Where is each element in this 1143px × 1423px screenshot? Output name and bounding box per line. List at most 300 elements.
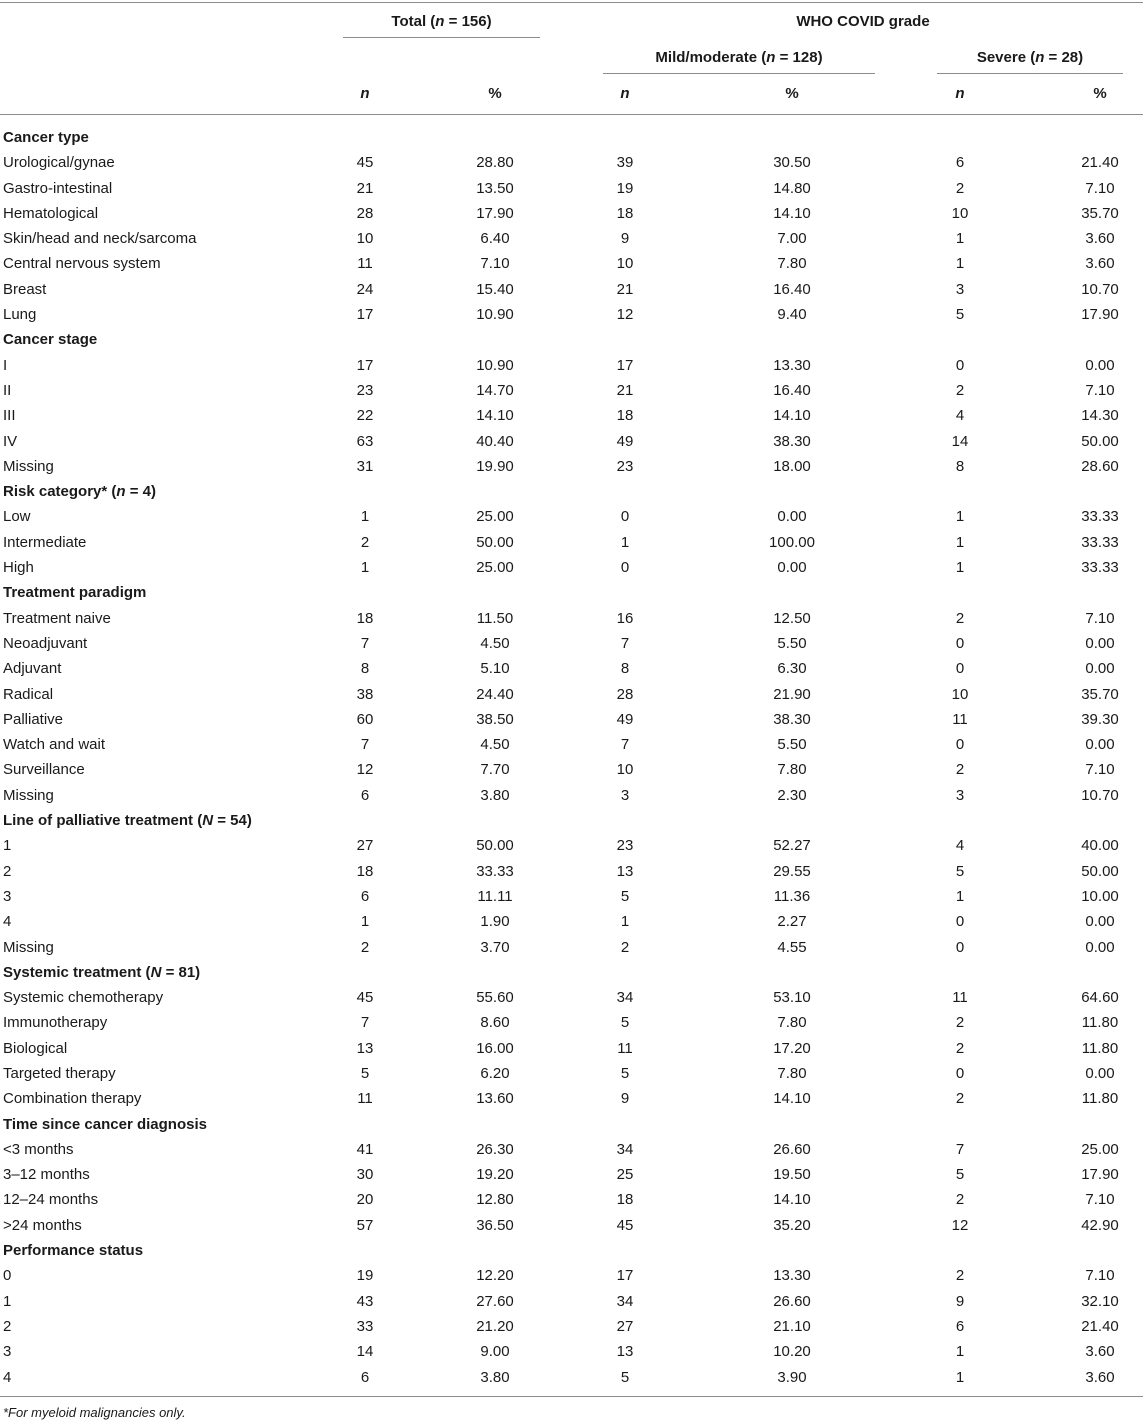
table-row	[0, 176, 1143, 201]
cell-total-pct: 50.00	[476, 837, 514, 855]
cell-severe-pct: 7.10	[1085, 1191, 1115, 1209]
cell-severe-pct: 33.33	[1081, 559, 1119, 577]
cell-mild-pct: 2.27	[777, 913, 807, 931]
row-label: 12–24 months	[3, 1191, 99, 1209]
row-label: Missing	[3, 786, 54, 804]
cell-total-pct: 14.70	[476, 381, 514, 399]
cell-mild-pct: 11.36	[773, 887, 811, 905]
table-row	[0, 656, 1143, 681]
cell-total-pct: 24.40	[476, 685, 514, 703]
row-label: Gastro-intestinal	[3, 179, 113, 197]
cell-mild-n: 10	[616, 255, 634, 273]
cell-severe-pct: 10.70	[1081, 280, 1119, 298]
row-label: Radical	[3, 685, 54, 703]
cell-severe-n: 10	[951, 685, 969, 703]
cell-total-n: 45	[356, 989, 374, 1007]
row-label: 0	[3, 1267, 12, 1285]
cell-severe-n: 1	[955, 887, 965, 905]
row-label: Skin/head and neck/sarcoma	[3, 230, 197, 248]
row-label: Breast	[3, 280, 47, 298]
cell-severe-n: 6	[955, 154, 965, 172]
cell-mild-n: 0	[620, 508, 630, 526]
row-label: Combination therapy	[3, 1090, 142, 1108]
cell-mild-n: 18	[616, 204, 634, 222]
cell-total-n: 22	[356, 407, 374, 425]
cell-severe-n: 8	[955, 457, 965, 475]
cell-total-n: 33	[356, 1317, 374, 1335]
cell-total-n: 19	[356, 1267, 374, 1285]
table-row	[0, 251, 1143, 276]
table-row	[0, 732, 1143, 757]
row-label: Palliative	[3, 710, 64, 728]
cell-mild-n: 12	[616, 306, 634, 324]
cell-total-pct: 14.10	[476, 407, 514, 425]
cell-severe-n: 1	[955, 255, 965, 273]
row-label: 3–12 months	[3, 1166, 90, 1184]
header-severe-n: n	[1035, 49, 1045, 66]
cell-severe-n: 2	[955, 381, 965, 399]
cell-severe-n: 1	[955, 559, 965, 577]
cell-mild-pct: 12.50	[773, 609, 811, 627]
cell-total-n: 18	[356, 609, 374, 627]
cell-severe-n: 5	[955, 306, 965, 324]
cell-mild-pct: 35.20	[773, 1216, 811, 1234]
cell-mild-pct: 21.90	[773, 685, 811, 703]
row-label: 2	[3, 862, 12, 880]
cell-severe-n: 3	[955, 280, 965, 298]
cell-total-pct: 25.00	[476, 559, 514, 577]
section-label	[3, 479, 156, 504]
cell-mild-pct: 16.40	[773, 381, 811, 399]
cell-total-n: 18	[356, 862, 374, 880]
cell-severe-n: 1	[955, 1368, 965, 1386]
cell-total-n: 31	[356, 457, 374, 475]
cell-severe-pct: 25.00	[1081, 1140, 1119, 1158]
section-label	[3, 125, 89, 150]
table-row	[0, 429, 1143, 454]
cell-total-pct: 36.50	[476, 1216, 514, 1234]
row-label: II	[3, 381, 12, 399]
cell-severe-n: 2	[955, 609, 965, 627]
cell-total-n: 41	[356, 1140, 374, 1158]
section-label-suffix: = 81)	[161, 963, 201, 981]
cell-mild-pct: 7.80	[777, 1014, 807, 1032]
cell-mild-n: 17	[616, 356, 634, 374]
cell-mild-pct: 14.10	[773, 1090, 811, 1108]
cell-severe-pct: 0.00	[1085, 913, 1115, 931]
cell-mild-pct: 30.50	[773, 154, 811, 172]
row-label: Watch and wait	[3, 736, 105, 754]
cell-mild-n: 17	[616, 1267, 634, 1285]
cell-mild-n: 16	[616, 609, 634, 627]
section-header-row	[0, 327, 1143, 352]
row-label: <3 months	[3, 1140, 74, 1158]
cell-total-pct: 7.70	[480, 761, 510, 779]
table-row	[0, 859, 1143, 884]
cell-mild-pct: 14.10	[773, 1191, 811, 1209]
cell-total-pct: 9.00	[480, 1343, 510, 1361]
section-label	[3, 960, 200, 985]
cell-total-pct: 6.40	[480, 230, 510, 248]
header-mild	[603, 49, 875, 67]
cell-mild-pct: 14.10	[773, 204, 811, 222]
table-row	[0, 403, 1143, 428]
cell-total-pct: 1.90	[480, 913, 510, 931]
table-row	[0, 1187, 1143, 1212]
cell-severe-n: 2	[955, 1191, 965, 1209]
table-row	[0, 1339, 1143, 1364]
row-label: 2	[3, 1317, 12, 1335]
cell-mild-n: 34	[616, 989, 634, 1007]
section-label	[3, 1238, 143, 1263]
cell-total-n: 8	[360, 660, 370, 678]
col-header-total-n: n	[360, 85, 370, 102]
cell-total-pct: 3.70	[480, 938, 510, 956]
cell-severe-n: 10	[951, 204, 969, 222]
table-row	[0, 530, 1143, 555]
header-bottom-rule	[0, 114, 1143, 115]
cell-mild-pct: 7.80	[777, 1064, 807, 1082]
header-total-label: Total (	[391, 13, 436, 30]
cell-total-pct: 3.80	[480, 786, 510, 804]
cell-mild-pct: 26.60	[773, 1140, 811, 1158]
cell-severe-pct: 10.00	[1081, 887, 1119, 905]
cell-mild-n: 28	[616, 685, 634, 703]
cell-severe-n: 0	[955, 356, 965, 374]
cell-mild-pct: 14.10	[773, 407, 811, 425]
cell-severe-n: 3	[955, 786, 965, 804]
cell-severe-n: 0	[955, 660, 965, 678]
header-mild-label: Mild/moderate (	[655, 49, 767, 66]
cell-mild-pct: 38.30	[773, 710, 811, 728]
table-row	[0, 757, 1143, 782]
cell-total-n: 13	[356, 1039, 374, 1057]
cell-severe-n: 11	[952, 989, 968, 1007]
row-label: Adjuvant	[3, 660, 62, 678]
cell-mild-pct: 53.10	[773, 989, 811, 1007]
cell-mild-n: 21	[616, 280, 634, 298]
cell-severe-pct: 0.00	[1085, 356, 1115, 374]
cell-mild-n: 34	[616, 1140, 634, 1158]
table-row	[0, 277, 1143, 302]
cell-total-n: 5	[360, 1064, 370, 1082]
cell-severe-pct: 7.10	[1085, 179, 1115, 197]
cell-severe-pct: 0.00	[1085, 1064, 1115, 1082]
cell-total-n: 11	[357, 1090, 373, 1108]
table-row	[0, 884, 1143, 909]
cell-mild-n: 0	[620, 559, 630, 577]
cell-severe-pct: 10.70	[1081, 786, 1119, 804]
table-row	[0, 1263, 1143, 1288]
table-row	[0, 353, 1143, 378]
cell-total-pct: 8.60	[480, 1014, 510, 1032]
row-label: Missing	[3, 938, 54, 956]
cell-total-n: 7	[360, 1014, 370, 1032]
cell-severe-pct: 50.00	[1081, 862, 1119, 880]
row-label: Lung	[3, 306, 37, 324]
cell-mild-n: 5	[620, 1368, 630, 1386]
section-label-text: Line of palliative treatment (	[3, 812, 203, 830]
cell-mild-n: 11	[617, 1039, 633, 1057]
row-label: Systemic chemotherapy	[3, 989, 164, 1007]
cell-total-n: 12	[356, 761, 374, 779]
cell-mild-pct: 5.50	[777, 736, 807, 754]
cell-severe-n: 0	[955, 736, 965, 754]
table-row	[0, 631, 1143, 656]
cell-total-n: 63	[356, 432, 374, 450]
cell-severe-pct: 11.80	[1081, 1039, 1119, 1057]
table-row	[0, 1010, 1143, 1035]
cell-total-pct: 40.40	[476, 432, 514, 450]
cell-total-n: 45	[356, 154, 374, 172]
cell-mild-n: 39	[616, 154, 634, 172]
cell-total-n: 17	[356, 306, 374, 324]
table-top-rule	[0, 2, 1143, 3]
header-mild-rule	[603, 73, 875, 74]
cell-severe-pct: 3.60	[1085, 230, 1115, 248]
cell-total-pct: 11.50	[476, 609, 514, 627]
cell-mild-n: 49	[616, 432, 634, 450]
table-row	[0, 783, 1143, 808]
cell-mild-pct: 29.55	[773, 862, 811, 880]
cell-severe-pct: 33.33	[1081, 508, 1119, 526]
cell-total-pct: 13.50	[476, 179, 514, 197]
cell-total-pct: 16.00	[476, 1039, 514, 1057]
cell-total-pct: 27.60	[476, 1292, 514, 1310]
table-row	[0, 454, 1143, 479]
row-label: Surveillance	[3, 761, 85, 779]
cell-severe-pct: 21.40	[1081, 154, 1119, 172]
header-total	[343, 13, 540, 31]
cell-severe-pct: 3.60	[1085, 1343, 1115, 1361]
cell-total-n: 6	[360, 887, 370, 905]
cell-mild-n: 23	[616, 837, 634, 855]
cell-severe-pct: 14.30	[1081, 407, 1119, 425]
cell-mild-n: 13	[616, 1343, 634, 1361]
cell-mild-n: 7	[620, 634, 630, 652]
cell-total-pct: 5.10	[480, 660, 510, 678]
section-label	[3, 580, 146, 605]
cell-severe-n: 7	[955, 1140, 965, 1158]
cell-mild-pct: 5.50	[777, 634, 807, 652]
cell-mild-n: 18	[616, 1191, 634, 1209]
cell-total-n: 23	[356, 381, 374, 399]
cell-mild-n: 5	[620, 1014, 630, 1032]
header-who-grade: WHO COVID grade	[796, 13, 930, 30]
cell-mild-pct: 3.90	[777, 1368, 807, 1386]
cell-total-pct: 7.10	[480, 255, 510, 273]
row-label: IV	[3, 432, 18, 450]
cell-mild-pct: 21.10	[773, 1317, 811, 1335]
cell-severe-n: 0	[955, 938, 965, 956]
cell-total-pct: 12.80	[476, 1191, 514, 1209]
cell-total-pct: 21.20	[476, 1317, 514, 1335]
cell-total-n: 7	[360, 736, 370, 754]
section-header-row	[0, 1112, 1143, 1137]
cell-severe-n: 6	[955, 1317, 965, 1335]
cell-severe-n: 0	[955, 913, 965, 931]
row-label: Intermediate	[3, 533, 87, 551]
cell-severe-n: 1	[955, 1343, 965, 1361]
table-row	[0, 201, 1143, 226]
section-header-row	[0, 479, 1143, 504]
cell-total-pct: 3.80	[480, 1368, 510, 1386]
cell-total-pct: 26.30	[476, 1140, 514, 1158]
section-header-row	[0, 580, 1143, 605]
row-label: High	[3, 559, 34, 577]
section-label-n: n	[116, 483, 126, 501]
table-row	[0, 302, 1143, 327]
section-label-text: Systemic treatment (	[3, 963, 151, 981]
table-row	[0, 606, 1143, 631]
cell-severe-pct: 0.00	[1085, 736, 1115, 754]
section-label-n: N	[202, 812, 214, 830]
cell-total-n: 27	[356, 837, 374, 855]
row-label: 1	[3, 1292, 12, 1310]
cell-mild-n: 8	[620, 660, 630, 678]
cell-total-n: 20	[356, 1191, 374, 1209]
col-header-severe-n: n	[955, 85, 965, 102]
cell-severe-pct: 39.30	[1081, 710, 1119, 728]
cell-total-n: 1	[360, 559, 370, 577]
table-row	[0, 226, 1143, 251]
table-row	[0, 1137, 1143, 1162]
table-row	[0, 707, 1143, 732]
section-header-row	[0, 808, 1143, 833]
cell-severe-n: 11	[952, 710, 968, 728]
cell-severe-n: 4	[955, 407, 965, 425]
row-label: 3	[3, 887, 12, 905]
row-label: Missing	[3, 457, 54, 475]
table-row	[0, 1162, 1143, 1187]
cell-severe-n: 0	[955, 1064, 965, 1082]
cell-severe-pct: 50.00	[1081, 432, 1119, 450]
cell-total-n: 30	[356, 1166, 374, 1184]
cell-mild-pct: 7.80	[777, 761, 807, 779]
cell-severe-pct: 0.00	[1085, 634, 1115, 652]
cell-total-n: 21	[356, 179, 374, 197]
cell-severe-n: 4	[955, 837, 965, 855]
cell-mild-n: 5	[620, 1064, 630, 1082]
cell-total-n: 1	[360, 508, 370, 526]
cell-mild-pct: 26.60	[773, 1292, 811, 1310]
col-header-total-pct: %	[488, 85, 502, 102]
cell-mild-pct: 13.30	[773, 356, 811, 374]
row-label: Hematological	[3, 204, 99, 222]
table-row	[0, 1314, 1143, 1339]
cell-mild-pct: 38.30	[773, 432, 811, 450]
cell-total-pct: 6.20	[480, 1064, 510, 1082]
cell-severe-n: 12	[951, 1216, 969, 1234]
cell-total-pct: 4.50	[480, 634, 510, 652]
cell-mild-n: 1	[620, 913, 630, 931]
cell-mild-n: 27	[616, 1317, 634, 1335]
cell-severe-pct: 35.70	[1081, 204, 1119, 222]
table-row	[0, 1289, 1143, 1314]
cell-mild-pct: 19.50	[773, 1166, 811, 1184]
cell-mild-n: 9	[620, 1090, 630, 1108]
table-row	[0, 555, 1143, 580]
cell-severe-pct: 64.60	[1081, 989, 1119, 1007]
header-mild-suffix: = 128)	[775, 49, 823, 66]
cell-mild-n: 7	[620, 736, 630, 754]
section-label-suffix: = 4)	[125, 483, 156, 501]
cell-mild-pct: 13.30	[773, 1267, 811, 1285]
cell-mild-pct: 6.30	[777, 660, 807, 678]
cell-total-pct: 12.20	[476, 1267, 514, 1285]
cell-severe-n: 5	[955, 1166, 965, 1184]
cell-mild-pct: 10.20	[773, 1343, 811, 1361]
cell-severe-pct: 32.10	[1081, 1292, 1119, 1310]
table-row	[0, 1036, 1143, 1061]
cell-mild-pct: 7.80	[777, 255, 807, 273]
row-label: Low	[3, 508, 31, 526]
cell-severe-pct: 35.70	[1081, 685, 1119, 703]
section-label-suffix: = 54)	[213, 812, 252, 830]
cell-total-pct: 33.33	[476, 862, 514, 880]
section-label-text: Risk category* (	[3, 483, 117, 501]
cell-mild-n: 1	[620, 533, 630, 551]
cell-total-n: 60	[356, 710, 374, 728]
cell-mild-n: 19	[616, 179, 634, 197]
table-row	[0, 935, 1143, 960]
section-label	[3, 1112, 207, 1137]
cell-severe-n: 0	[955, 634, 965, 652]
cell-mild-n: 10	[616, 761, 634, 779]
cell-mild-pct: 17.20	[773, 1039, 811, 1057]
cell-mild-n: 2	[620, 938, 630, 956]
cell-severe-pct: 3.60	[1085, 255, 1115, 273]
col-header-mild-pct: %	[785, 85, 799, 102]
section-label-text: Cancer type	[3, 129, 89, 146]
cell-severe-pct: 0.00	[1085, 660, 1115, 678]
footnote: *For myeloid malignancies only.	[3, 1405, 186, 1420]
cell-total-pct: 15.40	[476, 280, 514, 298]
cell-mild-pct: 4.55	[777, 938, 807, 956]
header-total-n: n	[435, 13, 445, 30]
table-row	[0, 985, 1143, 1010]
cell-mild-n: 5	[620, 887, 630, 905]
cell-mild-n: 9	[620, 230, 630, 248]
table-row	[0, 833, 1143, 858]
cell-total-n: 17	[356, 356, 374, 374]
cell-total-pct: 10.90	[476, 356, 514, 374]
row-label: 4	[3, 1368, 12, 1386]
cell-mild-pct: 0.00	[777, 508, 807, 526]
cell-severe-pct: 33.33	[1081, 533, 1119, 551]
row-label: Immunotherapy	[3, 1014, 108, 1032]
cell-mild-n: 18	[616, 407, 634, 425]
cell-mild-n: 45	[616, 1216, 634, 1234]
cell-total-pct: 4.50	[480, 736, 510, 754]
section-header-row	[0, 125, 1143, 150]
cell-mild-pct: 14.80	[773, 179, 811, 197]
cell-total-n: 14	[356, 1343, 374, 1361]
cell-severe-pct: 42.90	[1081, 1216, 1119, 1234]
cell-severe-n: 1	[955, 230, 965, 248]
section-label-text: Treatment paradigm	[3, 584, 147, 602]
cell-mild-pct: 2.30	[777, 786, 807, 804]
cell-severe-n: 1	[955, 508, 965, 526]
cell-total-n: 2	[360, 533, 370, 551]
cell-severe-n: 2	[955, 1039, 965, 1057]
cell-mild-pct: 100.00	[769, 533, 815, 551]
cell-mild-pct: 7.00	[777, 230, 807, 248]
cell-total-n: 24	[356, 280, 374, 298]
cell-severe-pct: 3.60	[1085, 1368, 1115, 1386]
cell-total-n: 28	[356, 204, 374, 222]
cell-total-n: 57	[356, 1216, 374, 1234]
